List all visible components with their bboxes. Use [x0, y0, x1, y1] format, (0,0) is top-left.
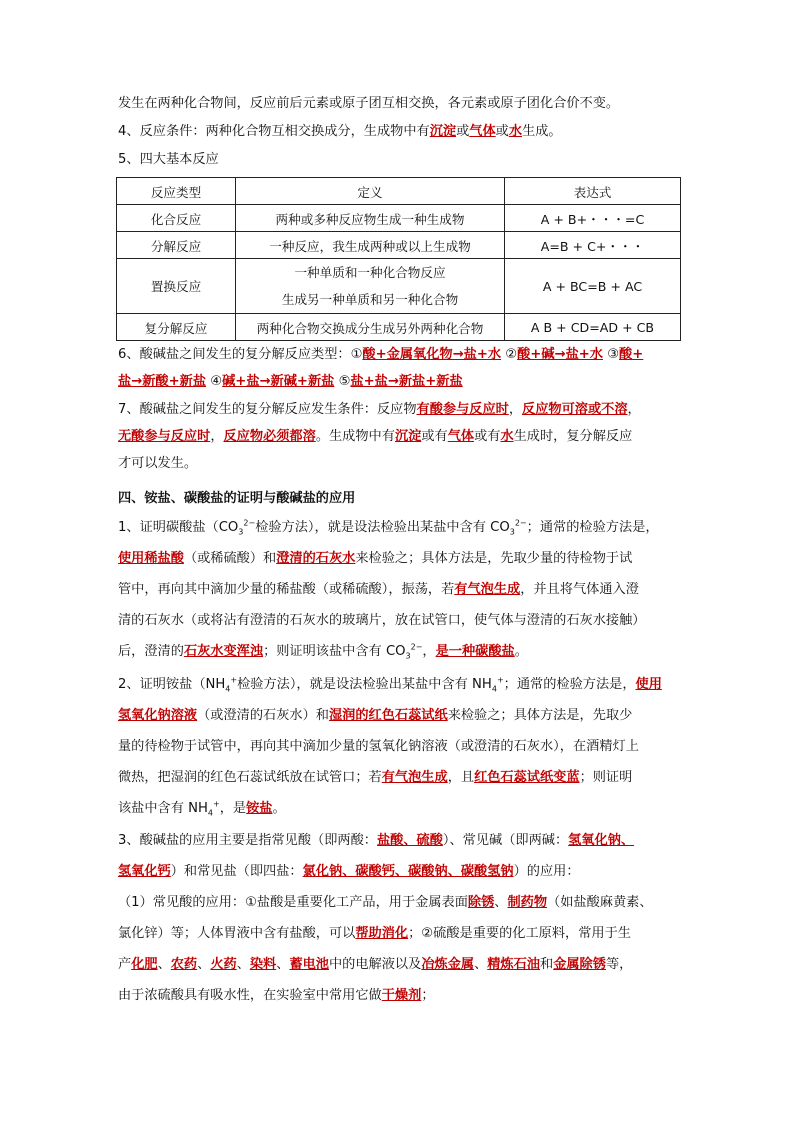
text: ）的应用：	[513, 864, 580, 879]
definition-cell	[236, 259, 505, 314]
text: 。生成物中有	[315, 429, 395, 444]
keyword: 酸+金属氧化物→盐+水	[362, 347, 502, 362]
text: 中的电解液以及	[329, 957, 422, 972]
superscript: 2−	[514, 518, 527, 528]
keyword: 除锈	[467, 895, 495, 910]
keyword: 帮助消化	[355, 926, 409, 941]
keyword: 有气泡生成	[381, 770, 448, 785]
keyword: 盐+盐→新盐+新盐	[350, 374, 463, 389]
keyword: 蓄电池	[289, 957, 329, 972]
text: 、	[474, 957, 488, 972]
text: 、	[236, 957, 250, 972]
text: ；②硫酸是重要的化工原料，常用于生	[408, 926, 631, 941]
text: （1）常见酸的应用：①盐酸是重要化工产品，用于金属表面	[118, 895, 468, 910]
type-cell: 置换反应	[117, 259, 236, 314]
table-row	[117, 232, 681, 259]
item-6-line-2	[118, 372, 463, 392]
text: ②	[505, 347, 518, 362]
keyword: 金属除锈	[553, 957, 606, 972]
keyword: 酸+碱→盐+水	[517, 347, 603, 362]
text: 或	[495, 124, 509, 139]
table-header-row	[117, 178, 681, 205]
keyword: 干燥剂	[381, 988, 422, 1003]
s4-line-2	[118, 924, 631, 944]
text: ；通常的检验方法是，	[526, 520, 659, 535]
s2-line-3: 量的待检物于试管中，再向其中滴加少量的氢氧化钠溶液（或澄清的石灰水），在酒精灯上	[118, 739, 639, 754]
keyword: 水	[500, 429, 514, 444]
keyword: 精炼石油	[487, 957, 540, 972]
definition-cell: 两种化合物交换成分生成另外两种化合物	[236, 314, 505, 341]
text: 产	[118, 957, 132, 972]
subscript: 4	[225, 684, 231, 694]
text: 、	[157, 957, 171, 972]
s4-line-3	[118, 955, 632, 975]
text: ）和常见盐（即四盐：	[170, 864, 303, 879]
text: 生成。	[522, 124, 562, 139]
keyword: 是一种碳酸盐	[435, 644, 515, 659]
keyword: 冶炼金属	[421, 957, 475, 972]
expression-cell: A + BC=B + AC	[505, 259, 681, 314]
text: 后，澄清的	[118, 644, 184, 659]
text: 管中，再向其中滴加少量的稀盐酸（或稀硫酸），振荡，若	[118, 582, 455, 597]
reaction-condition-line	[118, 122, 562, 142]
text: 4、反应条件：两种化合物互相交换成分，生成物中有	[118, 124, 430, 139]
text: ，且	[447, 770, 475, 785]
text: 。	[272, 801, 286, 816]
table-row	[117, 205, 681, 232]
keyword: 使用稀盐酸	[118, 551, 184, 566]
keyword: 沉淀	[394, 429, 422, 444]
keyword: 盐→新酸+新盐	[118, 374, 207, 389]
superscript: +	[496, 675, 504, 685]
header-cell: 表达式	[505, 178, 681, 205]
text: ，是	[219, 801, 247, 816]
item-7-line-1	[118, 400, 641, 420]
text: 微热，把湿润的红色石蕊试纸放在试管口；若	[118, 770, 382, 785]
text: 来检验之；具体方法是，先取少	[447, 708, 633, 723]
text: 3、酸碱盐的应用主要是指常见酸（即两酸：	[118, 833, 377, 848]
text: 检验方法），就是设法检验出某盐中含有 CO	[255, 520, 510, 535]
keyword: 无酸参与反应时	[118, 429, 211, 444]
keyword: 有气泡生成	[454, 582, 521, 597]
keyword: 碱+盐→新碱+新盐	[222, 374, 335, 389]
superscript: 2−	[410, 642, 423, 652]
text: 等，	[605, 957, 633, 972]
text: ，	[508, 402, 523, 417]
text: 、	[494, 895, 508, 910]
superscript: +	[230, 675, 238, 685]
s1-line-3	[118, 580, 639, 600]
s2-line-2	[118, 706, 632, 726]
keyword: 湿润的红色石蕊试纸	[329, 708, 448, 723]
s1-line-4: 清的石灰水（或将沾有澄清的石灰水的玻璃片，放在试管口，使气体与澄清的石灰水接触）	[118, 613, 646, 628]
type-cell: 化合反应	[117, 205, 236, 232]
text: 由于浓硫酸具有吸水性，在实验室中常用它做	[118, 988, 382, 1003]
keyword: 铵盐	[246, 801, 273, 816]
keyword: 气体	[469, 124, 496, 139]
table-row	[117, 314, 681, 341]
subscript: 3	[238, 527, 244, 537]
text: ，并且将气体通入澄	[520, 582, 639, 597]
subscript: 4	[207, 808, 214, 818]
keyword: 石灰水变浑浊	[183, 644, 264, 659]
expression-cell: A + B+・・・=C	[505, 205, 681, 232]
item-7-line-2	[118, 427, 632, 447]
keyword: 农药	[170, 957, 198, 972]
text: ；则证明	[579, 770, 633, 785]
text: 。	[514, 644, 528, 659]
table-row	[117, 259, 681, 314]
s2-line-4	[118, 768, 632, 788]
subscript: 3	[405, 651, 411, 661]
section-heading: 四、铵盐、碳酸盐的证明与酸碱盐的应用	[118, 491, 356, 506]
text: 1、证明碳酸盐（CO	[118, 520, 239, 535]
text: 检验方法），就是设法检验出某盐中含有 NH	[237, 677, 492, 692]
keyword: 氢氧化钠溶液	[118, 708, 198, 723]
header-cell: 定义	[236, 178, 505, 205]
type-cell: 复分解反应	[117, 314, 236, 341]
text: ④	[210, 374, 223, 389]
text: ）、常见碱（即两碱：	[442, 833, 569, 848]
keyword: 染料	[249, 957, 277, 972]
keyword: 使用	[635, 677, 662, 692]
keyword: 红色石蕊试纸变蓝	[474, 770, 580, 785]
definition-line: 生成另一种单质和另一种化合物	[281, 292, 459, 307]
text: 、	[276, 957, 290, 972]
text: ，	[422, 644, 436, 659]
text: 7、酸碱盐之间发生的复分解反应发生条件：反应物	[118, 402, 417, 417]
keyword: 水	[508, 124, 523, 139]
text: （如盐酸麻黄素、	[547, 895, 653, 910]
s1-line-2	[118, 549, 632, 569]
type-cell: 分解反应	[117, 232, 236, 259]
keyword: 化肥	[131, 957, 158, 972]
keyword: 气体	[447, 429, 475, 444]
definition-cell: 一种反应，我生成两种或以上生成物	[236, 232, 505, 259]
subscript: 4	[491, 684, 497, 694]
s2-line-1	[118, 675, 662, 695]
text: 或	[456, 124, 470, 139]
keyword: 氯化钠、碳酸钙、碳酸钠、碳酸氢钠	[302, 864, 514, 879]
text: ⑤	[338, 374, 351, 389]
reaction-definition-line: 发生在两种化合物间，反应前后元素或原子团互相交换，各元素或原子团化合价不变。	[118, 96, 620, 111]
s3-line-1	[118, 831, 634, 851]
keyword: 反应物必须都溶	[223, 429, 316, 444]
superscript: 2−	[243, 518, 256, 528]
text: ；则证明该盐中含有 CO	[263, 644, 406, 659]
s4-line-4	[118, 986, 435, 1006]
text: （或稀硫酸）和	[183, 551, 277, 566]
text: 或有	[421, 429, 448, 444]
definition-line: 一种单质和一种化合物反应	[294, 265, 446, 280]
s2-line-5	[118, 799, 286, 819]
text: 该盐中含有 NH	[118, 801, 208, 816]
keyword: 火药	[210, 957, 237, 972]
s1-line-1	[118, 518, 659, 538]
keyword: 有酸参与反应时	[416, 402, 509, 417]
keyword: 制药物	[507, 895, 548, 910]
keyword: 酸+	[619, 347, 644, 362]
header-cell: 反应类型	[117, 178, 236, 205]
text: 氯化锌）等；人体胃液中含有盐酸，可以	[118, 926, 356, 941]
text: 和	[540, 957, 554, 972]
text: 生成时，复分解反应	[513, 429, 633, 444]
four-reactions-title: 5、四大基本反应	[118, 152, 219, 167]
text: ③	[607, 347, 620, 362]
expression-cell: A B + CD=AD + CB	[505, 314, 681, 341]
superscript: +	[213, 799, 220, 809]
s3-line-2	[118, 862, 580, 882]
keyword: 澄清的石灰水	[276, 551, 356, 566]
text: 或有	[474, 429, 501, 444]
keyword: 氢氧化钠、	[568, 833, 635, 848]
text: 、	[197, 957, 211, 972]
s4-line-1	[118, 893, 653, 913]
text: 6、酸碱盐之间发生的复分解反应类型：①	[118, 347, 363, 362]
item-7-line-3: 才可以发生。	[118, 456, 198, 471]
keyword: 反应物可溶或不溶	[522, 402, 628, 417]
keyword: 盐酸、硫酸	[376, 833, 443, 848]
expression-cell: A=B + C+・・・	[505, 232, 681, 259]
text: ；	[421, 988, 435, 1003]
text: ，	[627, 402, 641, 417]
item-6-line-1	[118, 345, 643, 365]
text: ，	[210, 429, 224, 444]
definition-cell: 两种或多种反应物生成一种生成物	[236, 205, 505, 232]
text: ；通常的检验方法是，	[503, 677, 636, 692]
keyword: 沉淀	[429, 124, 457, 139]
text: （或澄清的石灰水）和	[197, 708, 329, 723]
keyword: 氢氧化钙	[118, 864, 171, 879]
subscript: 3	[509, 527, 515, 537]
s1-line-5	[118, 642, 528, 662]
reaction-types-table	[116, 177, 681, 341]
text: 2、证明铵盐（NH	[118, 677, 226, 692]
text: 来检验之；具体方法是，先取少量的待检物于试	[355, 551, 633, 566]
